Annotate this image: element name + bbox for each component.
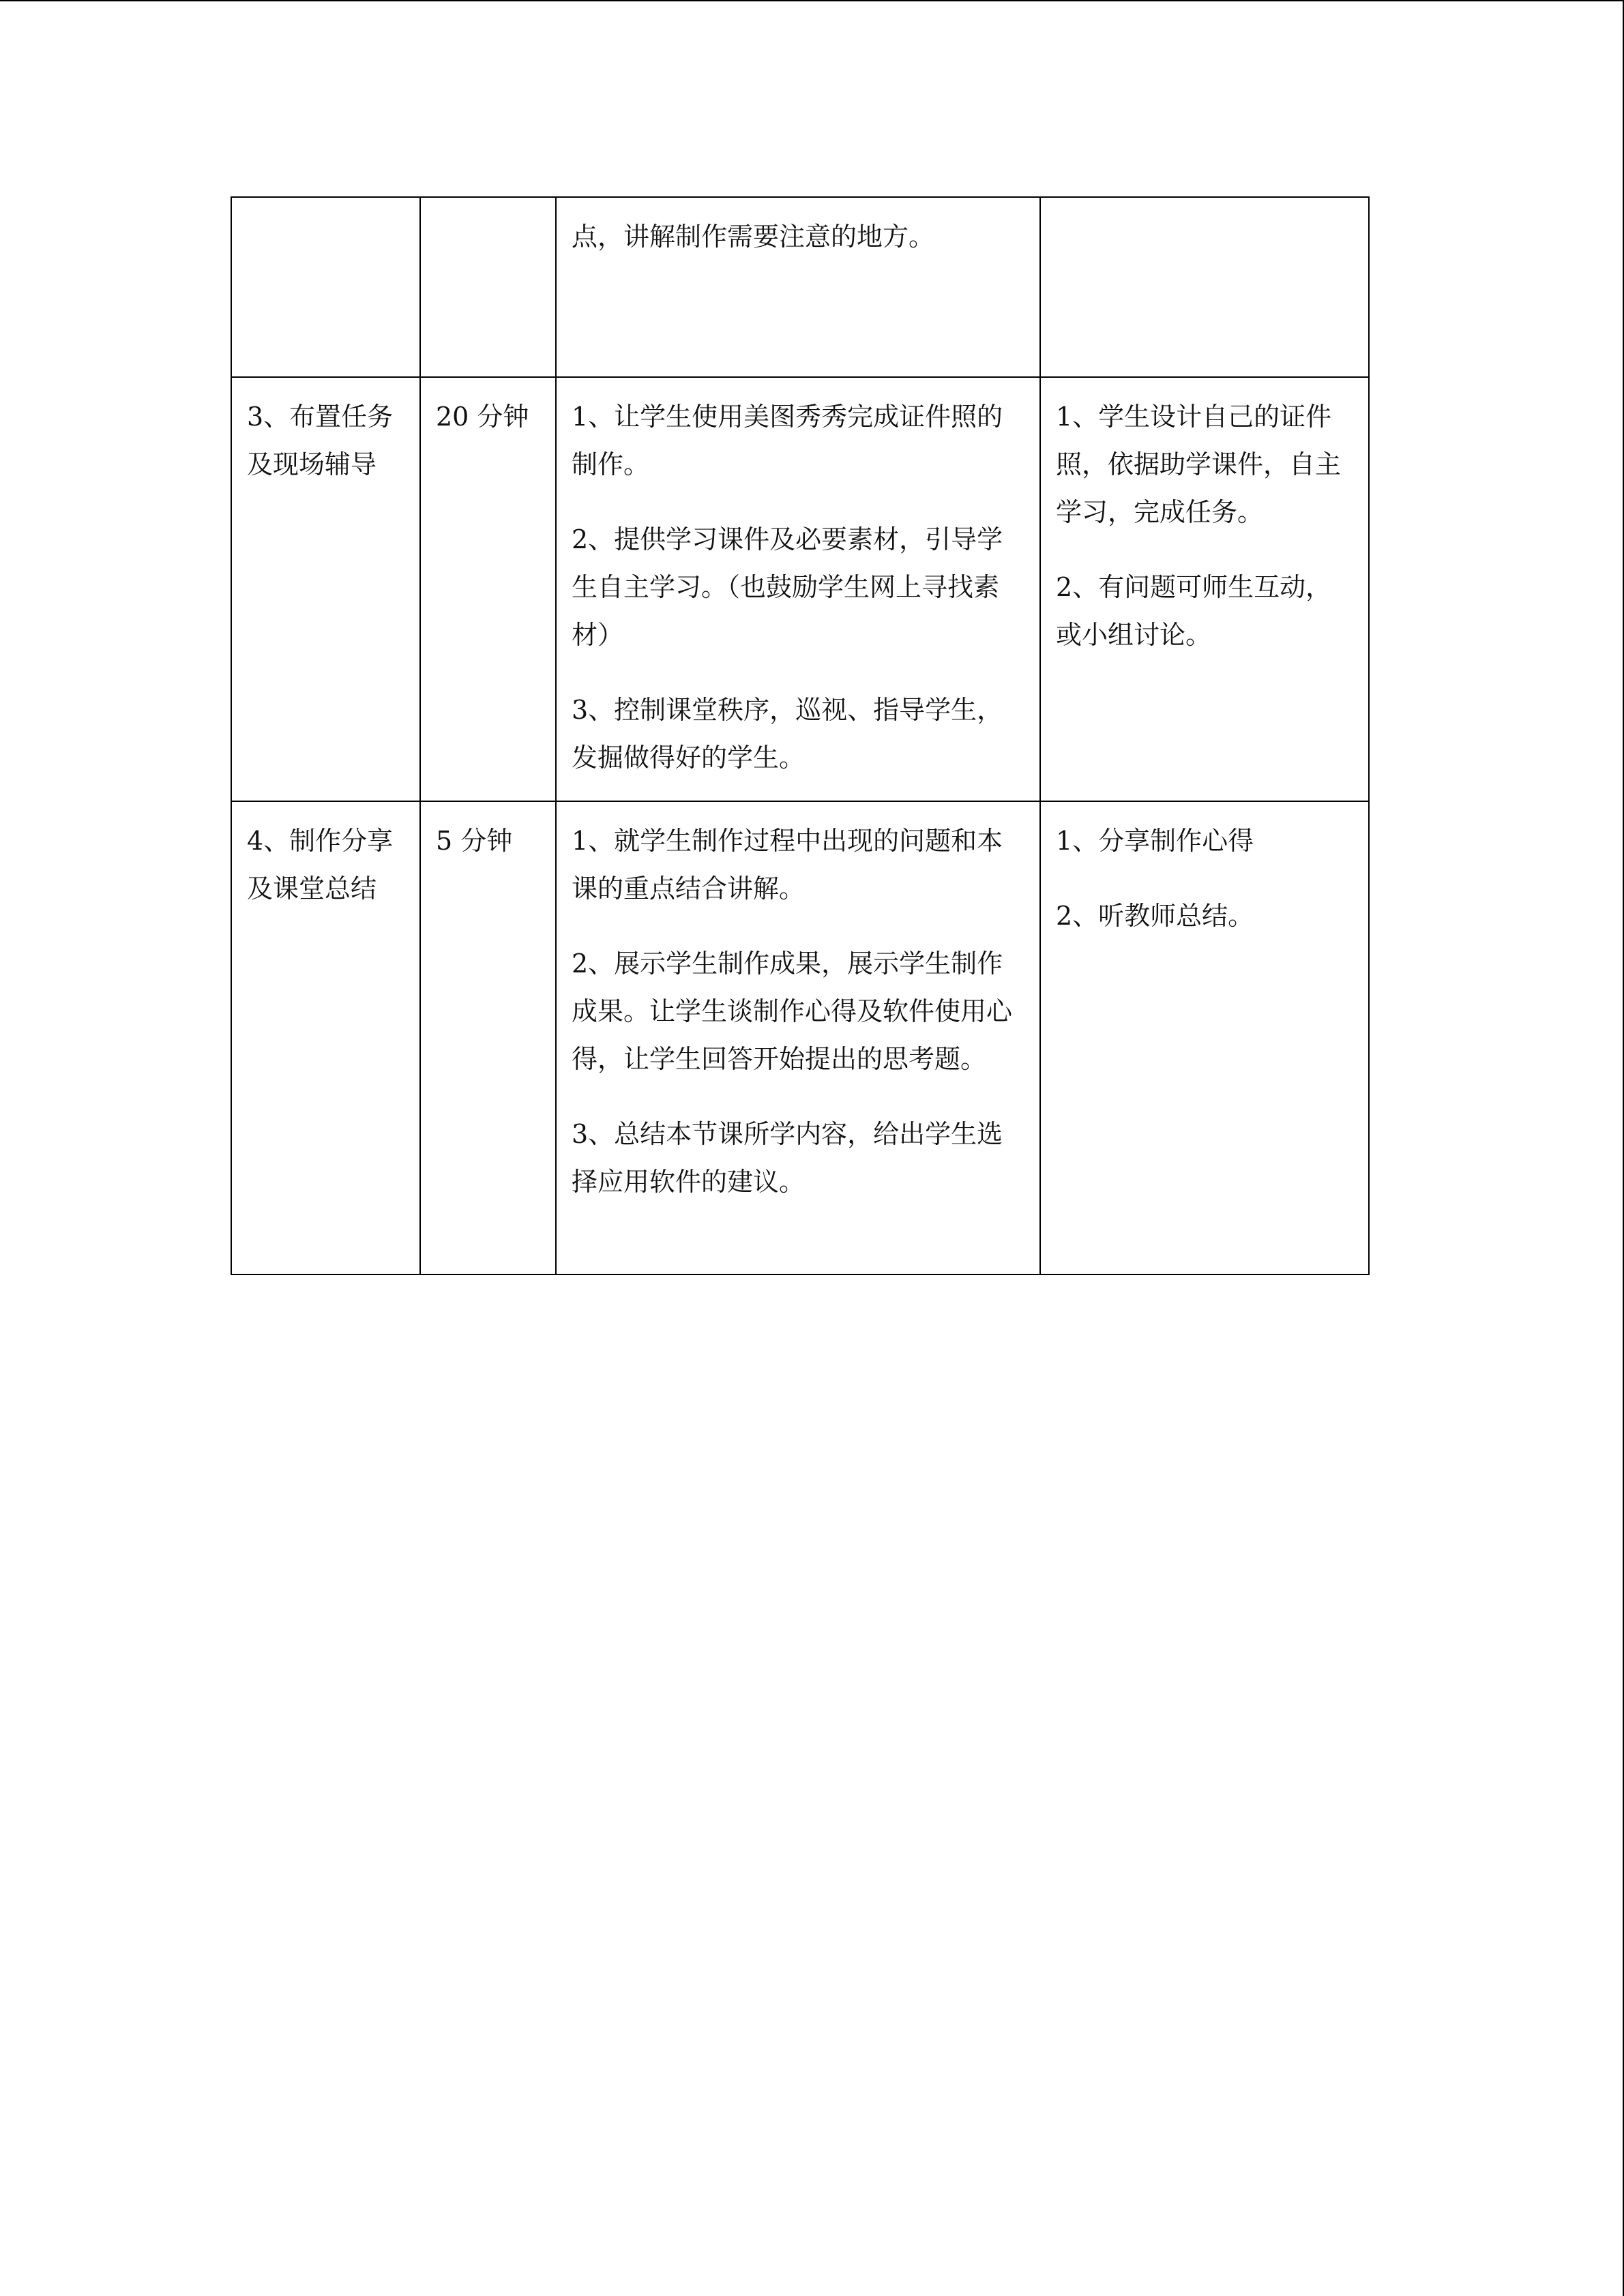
table-row xyxy=(231,197,1369,377)
teacher-activity-item: 3、总结本节课所学内容，给出学生选择应用软件的建议。 xyxy=(572,1119,1003,1197)
teacher-activity-cell xyxy=(556,197,1040,377)
table-row xyxy=(231,801,1369,1274)
stage-cell xyxy=(231,197,420,377)
student-activity-cell xyxy=(1040,377,1369,801)
stage-text: 3、布置任务及现场辅导 xyxy=(247,402,394,479)
student-activity-item: 2、听教师总结。 xyxy=(1056,901,1254,931)
time-cell xyxy=(420,197,556,377)
student-activity-cell xyxy=(1040,801,1369,1274)
time-cell xyxy=(420,377,556,801)
teacher-activity-item: 1、就学生制作过程中出现的问题和本课的重点结合讲解。 xyxy=(572,826,1003,904)
teacher-activity-cell xyxy=(556,801,1040,1274)
teacher-activity-item: 点，讲解制作需要注意的地方。 xyxy=(572,222,935,252)
stage-cell xyxy=(231,801,420,1274)
teacher-activity-item: 2、提供学习课件及必要素材，引导学生自主学习。（也鼓励学生网上寻找素材） xyxy=(572,524,1003,650)
teacher-activity-item: 2、展示学生制作成果，展示学生制作成果。让学生谈制作心得及软件使用心得，让学生回答开始提出的思考题。 xyxy=(572,949,1013,1074)
student-activity-item: 2、有问题可师生互动，或小组讨论。 xyxy=(1056,572,1332,650)
stage-text: 4、制作分享及课堂总结 xyxy=(247,826,394,904)
teacher-activity-item: 3、控制课堂秩序，巡视、指导学生，发掘做得好的学生。 xyxy=(572,695,1003,773)
stage-cell xyxy=(231,377,420,801)
teacher-activity-item: 1、让学生使用美图秀秀完成证件照的制作。 xyxy=(572,402,1003,479)
student-activity-item: 1、分享制作心得 xyxy=(1056,826,1254,856)
lesson-plan-table xyxy=(231,196,1370,1275)
time-cell xyxy=(420,801,556,1274)
table-row xyxy=(231,377,1369,801)
time-text: 20 分钟 xyxy=(436,402,529,432)
student-activity-item: 1、学生设计自己的证件照，依据助学课件，自主学习，完成任务。 xyxy=(1056,402,1342,527)
teacher-activity-cell xyxy=(556,377,1040,801)
time-text: 5 分钟 xyxy=(436,826,513,856)
student-activity-cell xyxy=(1040,197,1369,377)
